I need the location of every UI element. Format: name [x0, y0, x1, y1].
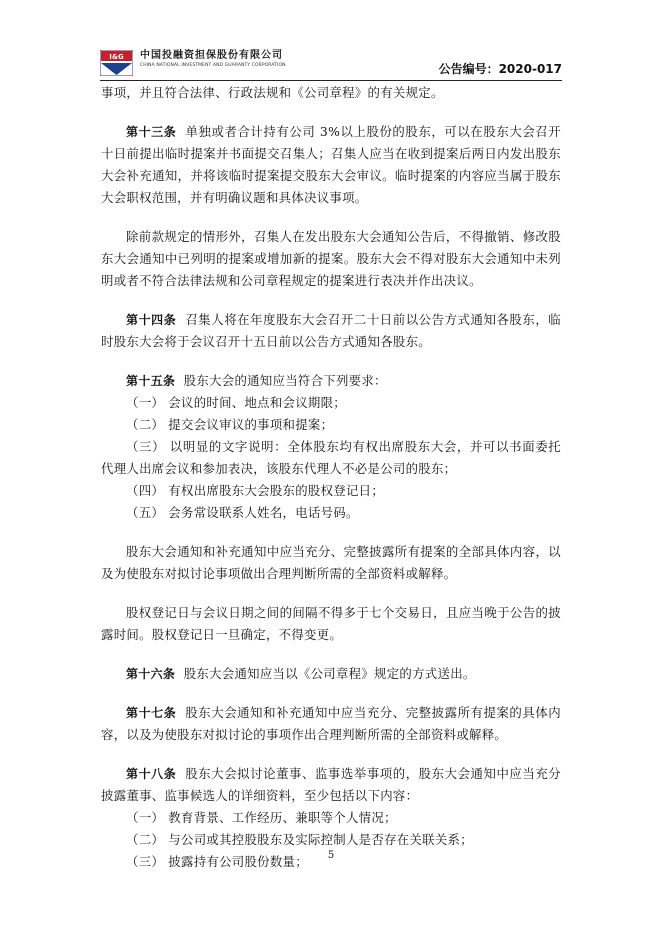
article-13 [101, 121, 561, 209]
article-14 [101, 309, 561, 353]
article-17 [101, 702, 561, 746]
article-text: 股东大会拟讨论董事、监事选举事项的，股东大会通知中应当充分披露董事、监事候选人的详细资料，至少包括以下内容： [101, 766, 561, 803]
list-item: （二） 与公司或其控股股东及实际控制人是否存在关联关系； [126, 832, 473, 847]
list-item: （一） 教育背景、工作经历、兼职等个人情况； [126, 810, 397, 825]
list-item: （五） 会务常设联系人姓名，电话号码。 [126, 505, 359, 520]
document-body [101, 82, 561, 873]
list-item: （一） 会议的时间、地点和会议期限； [126, 395, 346, 410]
article-text: 单独或者合计持有公司 3%以上股份的股东，可以在股东大会召开十日前提出临时提案并书面提交召集人；召集人应当在收到提案后两日内发出股东大会补充通知，并将该临时提案提交股东大会审议。临时提案的内容应当属于股东大会职权范围，并有明确议题和具体决议事项。 [101, 124, 561, 205]
paragraph: 除前款规定的情形外，召集人在发出股东大会通知公告后，不得撤销、修改股东大会通知中已列明的提案或增加新的提案。股东大会不得对股东大会通知中未列明或者不符合法律法规和公司章程规定的提案进行表决并作出决议。 [101, 229, 561, 288]
header-rule [100, 80, 562, 81]
article-label: 第十三条 [126, 125, 177, 139]
article-label: 第十五条 [126, 374, 176, 388]
article-18 [101, 763, 561, 807]
page-number: 5 [327, 850, 335, 861]
article-text: 股东大会的通知应当符合下列要求： [183, 373, 387, 388]
paragraph: 股权登记日与会议日期之间的间隔不得多于七个交易日，且应当晚于公告的披露时间。股权登记日一旦确定，不得变更。 [101, 605, 561, 642]
announcement-number: 公告编号：2020-017 [438, 62, 562, 76]
list-item: （四） 有权出席股东大会股东的股权登记日； [126, 483, 385, 498]
company-name-cn: 中国投融资担保股份有限公司 [140, 50, 283, 61]
article-15 [101, 370, 561, 392]
article-label: 第十六条 [126, 667, 176, 681]
company-name-en: CHINA NATIONAL INVESTMENT AND GUARANTY CORPORATION [140, 63, 286, 68]
article-text: 股东大会通知和补充通知中应当充分、完整披露所有提案的具体内容，以及为使股东对拟讨论的事项作出合理判断所需的全部资料或解释。 [101, 705, 561, 742]
list-item: （二） 提交会议审议的事项和提案； [126, 417, 334, 432]
article-label: 第十四条 [126, 313, 177, 327]
company-logo [100, 50, 133, 76]
article-16 [101, 663, 561, 685]
article-text: 股东大会通知应当以《公司章程》规定的方式送出。 [183, 666, 476, 681]
list-item: （三） 披露持有公司股份数量； [126, 854, 308, 869]
list-item: （三） 以明显的文字说明：全体股东均有权出席股东大会，并可以书面委托代理人出席会议和参加表决，该股东代理人不必是公司的股东； [101, 439, 561, 476]
article-text: 召集人将在年度股东大会召开二十日前以公告方式通知各股东，临时股东大会将于会议召开十五日前以公告方式通知各股东。 [101, 312, 561, 349]
company-name-block [140, 50, 286, 69]
paragraph-continued: 事项，并且符合法律、行政法规和《公司章程》的有关规定。 [101, 85, 444, 100]
page-header [100, 44, 562, 80]
logo-text: I&G [109, 53, 124, 61]
article-label: 第十七条 [126, 706, 177, 720]
paragraph: 股东大会通知和补充通知中应当充分、完整披露所有提案的全部具体内容，以及为使股东对拟讨论事项做出合理判断所需的全部资料或解释。 [101, 544, 561, 581]
article-label: 第十八条 [126, 767, 177, 781]
